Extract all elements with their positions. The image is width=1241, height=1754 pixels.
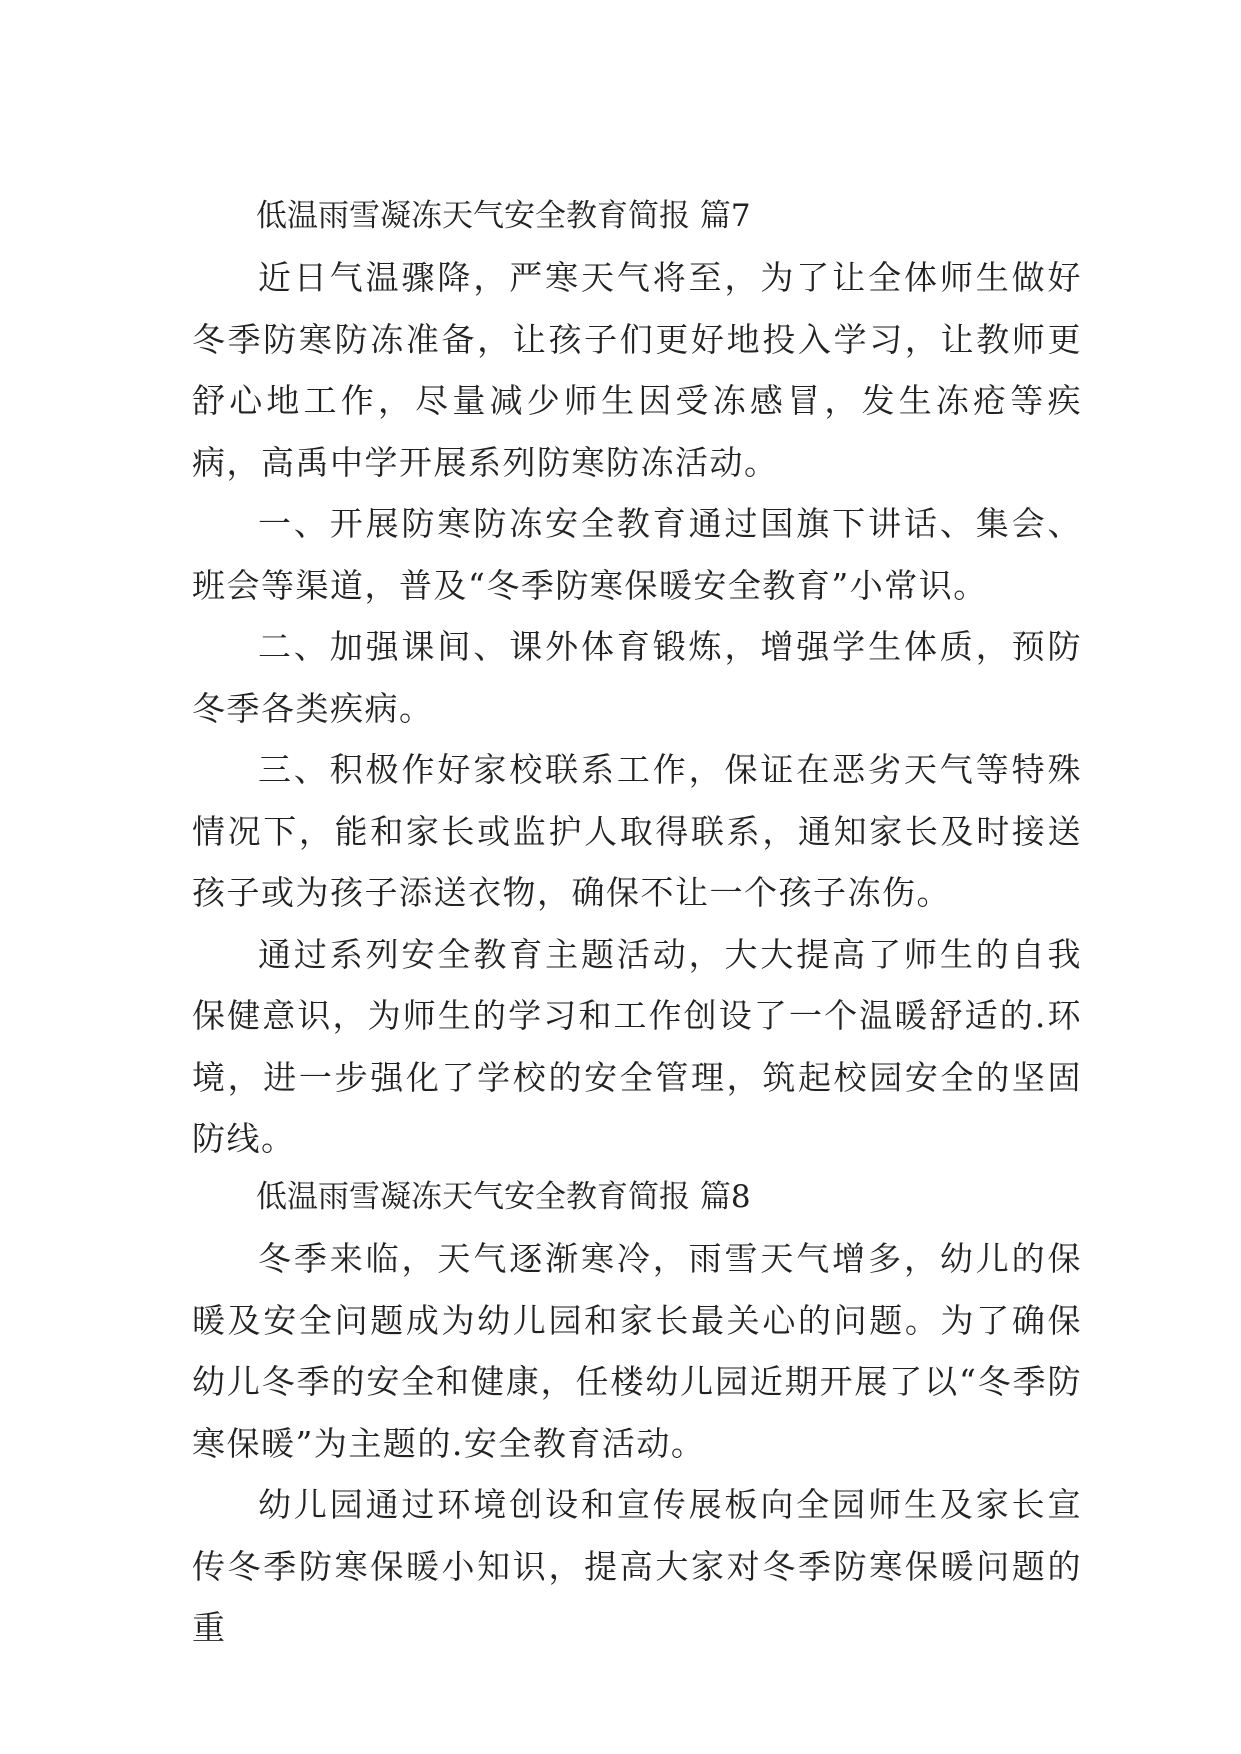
section-7-paragraph-3: 二、加强课间、课外体育锻炼，增强学生体质，预防冬季各类疾病。 <box>192 627 1082 728</box>
section-8-paragraph-2: 幼儿园通过环境创设和宣传展板向全园师生及家长宣传冬季防寒保暖小知识，提高大家对冬季防寒保暖问题的重 <box>192 1485 1082 1647</box>
section-8-title: 低温雨雪凝冻天气安全教育简报 篇8 <box>256 1179 751 1215</box>
section-7-paragraph-5: 通过系列安全教育主题活动，大大提高了师生的自我保健意识，为师生的学习和工作创设了一个温暖舒适的.环境，进一步强化了学校的安全管理，筑起校园安全的坚固防线。 <box>192 934 1082 1158</box>
section-8 <box>192 1166 1082 1659</box>
section-7 <box>192 185 1082 1170</box>
section-7-paragraph-4: 三、积极作好家校联系工作，保证在恶劣天气等特殊情况下，能和家长或监护人取得联系，通知家长及时接送孩子或为孩子添送衣物，确保不让一个孩子冻伤。 <box>192 750 1082 912</box>
section-7-paragraph-2: 一、开展防寒防冻安全教育通过国旗下讲话、集会、班会等渠道，普及“冬季防寒保暖安全教育”小常识。 <box>192 504 1082 605</box>
section-7-title: 低温雨雪凝冻天气安全教育简报 篇7 <box>256 198 751 234</box>
section-8-paragraph-1: 冬季来临，天气逐渐寒冷，雨雪天气增多，幼儿的保暖及安全问题成为幼儿园和家长最关心的问题。为了确保幼儿冬季的安全和健康，任楼幼儿园近期开展了以“冬季防寒保暖”为主题的.安全教育活动。 <box>192 1239 1082 1463</box>
section-7-paragraph-1: 近日气温骤降，严寒天气将至，为了让全体师生做好冬季防寒防冻准备，让孩子们更好地投入学习，让教师更舒心地工作，尽量减少师生因受冻感冒，发生冻疮等疾病，高禹中学开展系列防寒防冻活动。 <box>192 258 1082 482</box>
